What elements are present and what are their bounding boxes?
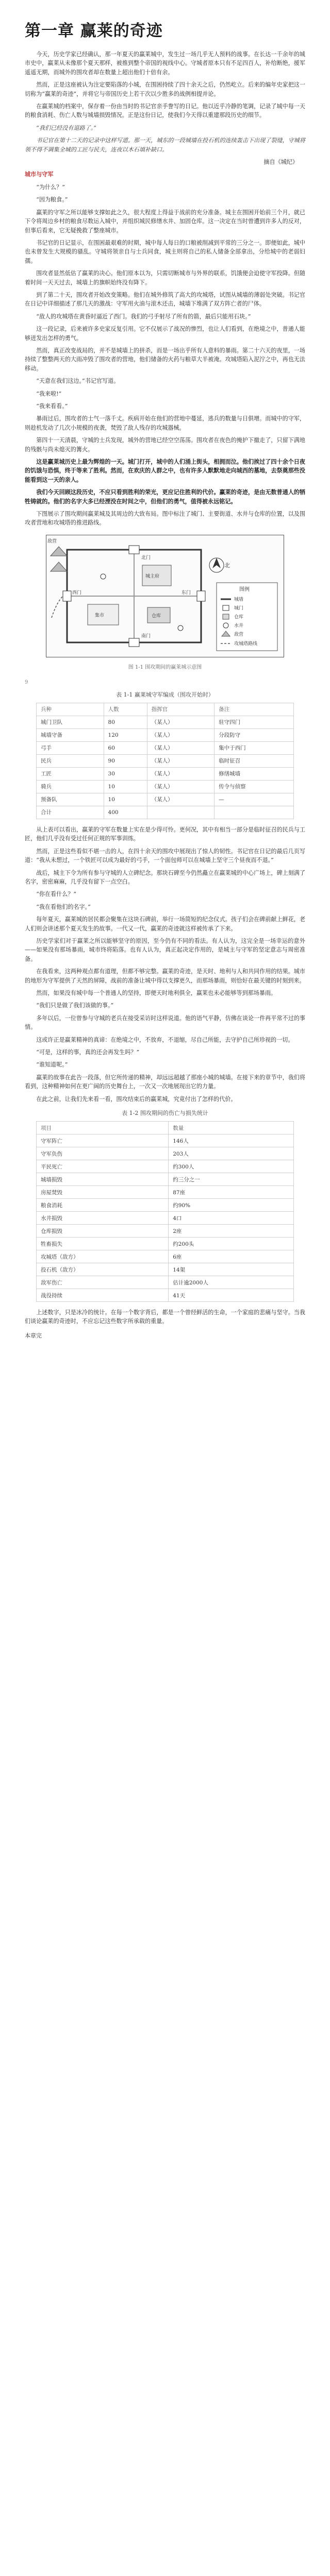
paragraph: 第四十一天清晨，守城的士兵发现，城外的营地已经空空荡荡。围攻者在夜色的掩护下撤走了，只留下满地的残骸与尚未熄灭的篝火。 [25,437,305,453]
map-label: 城主府 [145,573,160,579]
well [178,625,183,631]
table-title: 表 1-2 围攻期间的伤亡与损失统计 [122,1110,208,1117]
section-city-garrison [25,170,305,527]
paragraph: “我来啦!” [36,390,62,397]
table-cell: （某人） [147,767,214,780]
table-header-row [37,1122,294,1134]
end-signature: 本章完 [25,1332,42,1339]
paragraph: “我们只是做了我们该做的事。” [36,1002,114,1009]
table-cell: 10 [104,793,147,806]
table-cell: 骑兵 [37,780,104,793]
paragraph: “你在看什么？” [36,891,77,898]
figure-intro: 下图展示了围攻期间赢莱城及其周边的大致布局。图中标注了城门、主要街道、水井与仓库的位置，以及围攻者营地和攻城塔的推进路线。 [25,511,305,527]
paragraph: 在我看来，这两种观点都有道理，但都不够完整。赢莱的奇迹，是天时、地利与人和共同作用的结果。城市的地形为守军提供了天然的屏障，战前的准备让城中得以支撑更久，而那场暴雨，则恰好在最关键的时刻到来。 [25,968,305,984]
author-signature: 摘自《城纪》 [263,159,298,166]
legend-item: 敌营 [234,632,244,637]
table-row [37,1199,294,1212]
table-cell: 约300人 [169,1160,294,1173]
paragraph: “我来看看。” [36,403,68,410]
table-cell: 14架 [169,1263,294,1276]
paragraph: 历史学家们对于赢莱之所以能够坚守的原因，至今仍有不同的看法。有人认为，这完全是一场幸运的意外——如果没有那场暴雨，城市终将陷落。也有人认为，真正起决定作用的，是城主与守军的坚定意志与周密准备。 [25,937,305,962]
table-row [37,1186,294,1199]
table-row [37,1134,294,1147]
table-row [37,754,294,767]
table-header-cell: 指挥官 [147,703,214,716]
table-cell: 约三分之一 [169,1173,294,1186]
north-label: 北 [224,562,230,569]
table-header-cell: 人数 [104,703,147,716]
table-cell: 驻守四门 [214,716,294,728]
table-row [37,780,294,793]
table-cell: 水井损毁 [37,1212,169,1225]
table-cell: （某人） [147,716,214,728]
table-cell: 80 [104,716,147,728]
table-cell: 平民死亡 [37,1160,169,1173]
table-row [37,806,294,819]
paragraph: 多年以后，一位曾参与守城的老兵在接受采访时这样说道。他的语气平静，仿佛在谈论一件再平常不过的事情。 [25,1014,305,1031]
table-cell: 仓库损毁 [37,1225,169,1238]
map-label: 东门 [182,590,191,596]
table-cell: 房屋焚毁 [37,1186,169,1199]
casualty-table [36,1121,294,1302]
legend-swatch [223,623,228,628]
legend-item: 水井 [234,623,244,629]
legend-item: 城门 [234,605,244,611]
enemy-camp-marker [51,547,67,556]
map-label: 北门 [141,555,151,561]
table-cell: 400 [104,806,147,819]
table-header-cell: 数量 [169,1122,294,1134]
table-cell: 预备队 [37,793,104,806]
paragraph: 每年夏天，赢莱城的居民都会聚集在这块石碑前，举行一场简短的纪念仪式。孩子们会在碑前献上鲜花，老人们则会讲述那个夏天发生的故事。一代又一代，赢莱的奇迹就这样被传承了下来。 [25,916,305,932]
table-cell: （某人） [147,780,214,793]
section-aftermath [25,825,305,1104]
map-label: 南门 [141,633,151,639]
table-cell [147,806,214,819]
table-cell: （某人） [147,793,214,806]
map-label: 仓库 [152,613,161,619]
table-row [37,1160,294,1173]
table-cell: 41天 [169,1289,294,1302]
paragraph: 战后，城主下令为所有参与守城的人立碑纪念。那块石碑至今仍然矗立在赢莱城的中心广场上，碑上刻满了名字，密密麻麻，几乎没有留下一点空白。 [25,869,305,885]
map-label: 西门 [72,590,82,596]
legend-item: 仓库 [234,614,244,620]
table-row [37,1276,294,1289]
table-cell: 约90% [169,1199,294,1212]
table-cell: 30 [104,767,147,780]
paragraph: 书记官的日记显示，在围困最艰难的时期，城中每人每日的口粮被削减到平常的三分之一。即便如此，城中也未曾发生大规模的骚乱。守城将领亲自与士兵同食，城主则将自己的私人储备全部拿出，分给城中的老弱妇孺。 [25,239,305,264]
table-header-cell: 备注 [214,703,294,716]
section-intro [25,50,305,166]
table-cell: 城墙损毁 [37,1173,169,1186]
paragraph: 今天，历史学家已经确认，那一年夏天的赢莱城中，发生过一场几乎无人预料的战事。在长达一千余年的城市史中，赢莱从未像那个夏天那样，被推到整个帝国的视线中心。守城者原本只有不足四百人，补给断绝，援军遥遥无期，而城外的围攻者却在数量上超出他们十倍有余。 [25,51,305,76]
table-cell: 修缮城墙 [214,767,294,780]
table-row [37,716,294,728]
table-cell: 民兵 [37,754,104,767]
table-row [37,1238,294,1250]
paragraph: “我在看他们的名字。” [36,903,91,910]
siege-route [52,596,63,618]
enemy-camp-marker [51,562,67,571]
paragraph: 围攻者显然低估了赢莱的决心。他们原本以为，只需切断城市与外界的联系，饥饿便会迫使守军投降。但随着时间一天天过去，城墙上的旗帜始终没有降下。 [25,270,305,286]
table-row [37,1225,294,1238]
well [101,574,106,579]
legend-swatch [223,605,229,611]
paragraph: “谁知道呢。” [36,1061,68,1069]
page-number: 9 [25,679,28,685]
table-cell: 临时征召 [214,754,294,767]
map-label: 敌营 [47,538,57,544]
closing-paragraph: 上述数字，只是冰冷的统计。在每一个数字背后，都是一个曾经鲜活的生命，一个家庭的悲痛与坚守。当我们谈论赢莱的奇迹时，不应忘记这些数字所承载的重量。 [25,1309,305,1325]
table-row [37,728,294,741]
table-cell: 城墙守备 [37,728,104,741]
table-cell: 约200头 [169,1238,294,1250]
table-cell: 敌军伤亡 [37,1276,169,1289]
table-cell: 146人 [169,1134,294,1147]
paragraph: 这或许正是赢莱精神的真谛：在绝境之中，不放弃，不退缩，尽自己所能，去守护自己所珍视的一切。 [36,1036,294,1043]
table-cell: 4口 [169,1212,294,1225]
table-row [37,1263,294,1276]
bold-paragraph: 我们今天回顾这段历史，不应只看到胜利的荣光，更应记住胜利的代价。赢莱的奇迹，是由无数普通人的牺牲铸就的。他们的名字大多已经湮没在时间之中，但他们的勇气，值得被永远铭记。 [25,489,305,505]
city-map-svg [46,535,284,657]
table-cell: 城门卫队 [37,716,104,728]
table-cell: （某人） [147,754,214,767]
table-cell: 120 [104,728,147,741]
paragraph: 在赢莱城的档案中，保存着一份由当时的书记官亲手誊写的日记。他以近乎冷静的笔调，记录了城中每一天的粮食消耗、伤亡人数与城墙损毁情况。正是这份日记，使我们今天得以重建那段历史的细节。 [25,103,305,119]
paragraph: 然而，正是这些看似不堪一击的人，在四十余天的围攻中展现出了惊人的韧性。书记官在日记的最后几页写道：“我从未想过，一个铁匠可以成为最好的弓手，一个面包师可以在城墙上坚守三个昼夜而不退。” [25,848,305,864]
table-cell: （某人） [147,741,214,754]
paragraph: 从上表可以看出，赢莱的守军在数量上实在是少得可怜。更何况，其中有相当一部分是临时征召的民兵与工匠，他们几乎没有受过任何正规的军事训练。 [25,826,305,842]
paragraph: “天意在我们这边。”书记官写道。 [36,378,120,385]
table-header-cell: 项目 [37,1122,169,1134]
table-cell: 投石机（敌方） [37,1263,169,1276]
table-cell: 传令与侦察 [214,780,294,793]
italic-quote: 书记官在第十二天的记录中这样写道。那一天，城东的一段城墙在投石机的连续轰击下出现了裂缝，守城将领不得不调集全城的工匠与民夫，连夜以木石填补缺口。 [25,137,305,153]
table-row [37,1212,294,1225]
table-cell: 90 [104,754,147,767]
paragraph: 赢莱的守军之所以能够支撑如此之久，很大程度上得益于战前的充分准备。城主在围困开始前三个月，就已下令将周边乡村的粮食尽数运入城中，并组织城民修缮水井、加固仓库。这一决定在当时曾遭到许多人的反对，但事后看来，它无疑挽救了整座城市。 [25,209,305,234]
paragraph: “因为粮食。” [36,196,68,204]
table-row [37,1289,294,1302]
table-cell: 6座 [169,1250,294,1263]
table-row [37,1147,294,1160]
paragraph: 到了第二十天，围攻者开始改变策略。他们在城外修筑了高大的攻城塔，试图从城墙的薄弱处突破。书记官在日记中详细描述了那几天的激战：守军用火油与滚木还击，城墙下堆满了双方阵亡者的尸体。 [25,291,305,308]
paragraph: 赢莱的故事在此告一段落，但它所传递的精神，却远远超越了那座小城的城墙。在接下来的章节中，我们将看到，这种精神如何在更广阔的历史舞台上，一次又一次地展现出它的力量。 [25,1074,305,1090]
legend-item: 攻城塔路线 [234,641,258,647]
table-row [37,793,294,806]
table-header-row [37,703,294,716]
legend-title: 图例 [239,586,250,592]
map-legend [217,583,277,651]
garrison-table [36,703,294,819]
paragraph: “可是，这样的事，真的还会再发生吗？” [36,1049,140,1056]
legend-swatch [223,614,229,619]
table-cell: 合计 [37,806,104,819]
table-cell: 工匠 [37,767,104,780]
table-header-cell: 兵种 [37,703,104,716]
table-cell: — [214,793,294,806]
table-cell: （某人） [147,728,214,741]
map-label: 集市 [95,613,105,618]
paragraph: 然而，真正改变战局的，并不是城墙上的拼杀，而是一场出乎所有人意料的暴雨。第二十六天的夜里，一场持续了整整两天的大雨冲毁了围攻者的营地，他们储备的火药与粮草大半被淹。攻城塔陷入泥泞之中，再也无法移动。 [25,347,305,372]
paragraph: 然而，如果没有城中每一个普通人的坚持，即便天时地利俱全，赢莱也未必能够等到那场暴雨。 [36,989,277,996]
table-row [37,741,294,754]
table-cell: 守军负伤 [37,1147,169,1160]
paragraph: 然而，正是这座被认为注定要陷落的小城，在围困持续了四十余天之后，仍然屹立。后来的编年史家把这一切称为“赢莱的奇迹”，并将它与帝国历史上若干次以少胜多的战例相提并论。 [25,81,305,97]
chapter-title: 第一章 赢莱的奇迹 [25,22,163,40]
gate-south [129,638,139,647]
table-title: 表 1-1 赢莱城守军编成（围攻开始时） [116,691,214,698]
italic-quote: “我们已经没有退路了。” [36,124,96,131]
paragraph: 在此之前，让我们先来看一看，围攻结束后的赢莱城，究竟付出了怎样的代价。 [36,1095,237,1103]
city-map-figure [46,535,284,657]
paragraph: “为什么？” [36,183,65,191]
section-label: 城市与守军 [25,171,54,178]
gate-east [197,591,205,601]
paragraph: 暴雨过后，围攻者的士气一落千丈。疾病开始在他们的营地中蔓延，逃兵的数量与日俱增。而城中的守军，则趁机发动了几次小规模的夜袭，焚毁了敌人残存的攻城器械。 [25,415,305,431]
table-cell: 2座 [169,1225,294,1238]
bold-paragraph: 这是赢莱城历史上最为辉煌的一天。城门打开，城中的人们涌上街头，相拥而泣。他们挨过了四十余个日夜的饥饿与恐惧，终于等来了胜利。然而，在欢庆的人群之中，也有许多人默默地走向城西的墓地，去祭奠那些没能看到这一天的亲人。 [25,459,305,483]
table-cell: 10 [104,780,147,793]
table-cell: 粮食消耗 [37,1199,169,1212]
table-cell: 攻城塔（敌方） [37,1250,169,1263]
table-cell: 牲畜损失 [37,1238,169,1250]
table-cell: 守军阵亡 [37,1134,169,1147]
table-cell: 弓手 [37,741,104,754]
legend-item: 城墙 [234,597,244,602]
table-cell: 203人 [169,1147,294,1160]
table-cell: 战役持续 [37,1289,169,1302]
table-cell: 分段防守 [214,728,294,741]
table-cell: 60 [104,741,147,754]
table-cell: 估计逾2000人 [169,1276,294,1289]
paragraph: 这一段记录，后来被许多史家反复引用。它不仅展示了战况的惨烈，也让人们看到，在绝境之中，普通人能够迸发出怎样的勇气。 [25,326,305,342]
north-arrow-icon [209,558,230,572]
table-cell: 集中于西门 [214,741,294,754]
table-row [37,767,294,780]
gate-west [63,591,71,601]
gate-north [129,546,139,554]
paragraph: “敌人的攻城塔在黄昏时逼近了西门。我们的弓手射尽了所有的箭，最后只能用石块。” [36,313,251,320]
table-cell [214,806,294,819]
figure-caption: 图 1-1 围攻期间的赢莱城示意图 [128,664,202,670]
table-row [37,1250,294,1263]
table-row [37,1173,294,1186]
table-cell: 87座 [169,1186,294,1199]
